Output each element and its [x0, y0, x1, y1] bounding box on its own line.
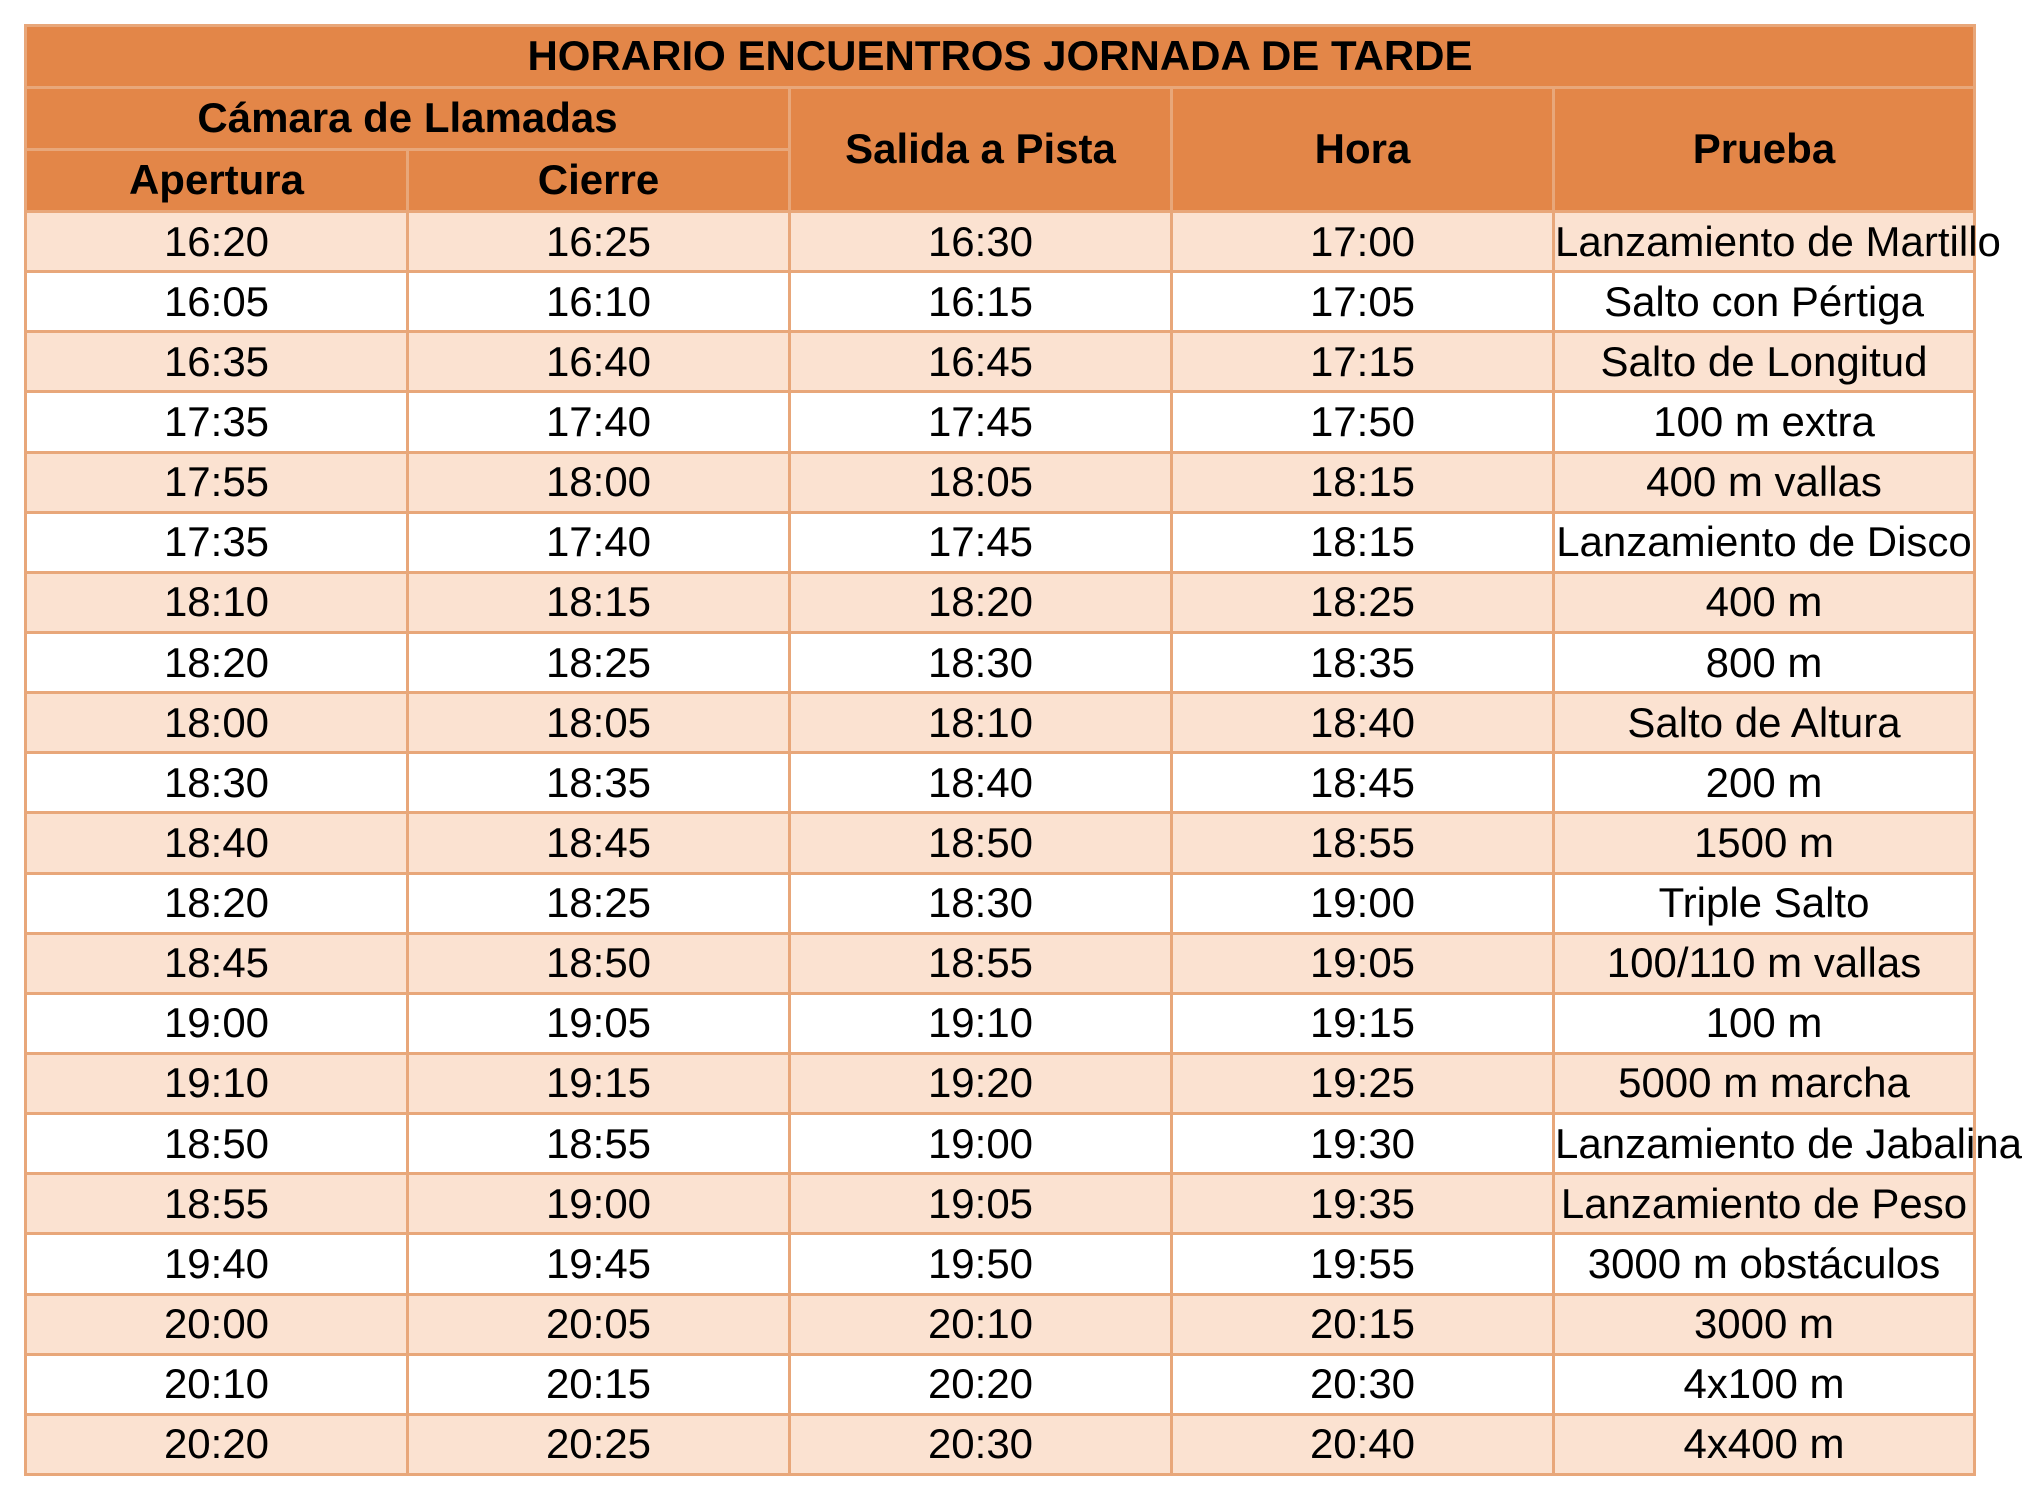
cierre-cell: 20:05 [408, 1294, 790, 1354]
hora-cell: 19:35 [1172, 1174, 1554, 1234]
hora-cell: 18:15 [1172, 452, 1554, 512]
prueba-cell: Salto de Altura [1554, 693, 1975, 753]
table-row [26, 993, 1975, 1053]
table-row [26, 1354, 1975, 1414]
header-cierre: Cierre [408, 150, 790, 212]
salida-a-pista-cell: 19:50 [790, 1234, 1172, 1294]
prueba-cell: Lanzamiento de Martillo [1554, 212, 1975, 272]
prueba-cell: Lanzamiento de Disco [1554, 512, 1975, 572]
table-row [26, 1174, 1975, 1234]
salida-a-pista-cell: 16:30 [790, 212, 1172, 272]
table-title: HORARIO ENCUENTROS JORNADA DE TARDE [26, 26, 1975, 88]
cierre-cell: 19:45 [408, 1234, 790, 1294]
prueba-cell: Lanzamiento de Jabalina [1554, 1114, 1975, 1174]
apertura-cell: 18:45 [26, 933, 408, 993]
hora-cell: 18:25 [1172, 572, 1554, 632]
header-camara-de-llamadas: Cámara de Llamadas [26, 88, 790, 150]
table-row [26, 813, 1975, 873]
prueba-cell: Salto de Longitud [1554, 332, 1975, 392]
prueba-cell: 100/110 m vallas [1554, 933, 1975, 993]
prueba-cell: Salto con Pértiga [1554, 272, 1975, 332]
apertura-cell: 18:40 [26, 813, 408, 873]
prueba-cell: 4x400 m [1554, 1414, 1975, 1474]
salida-a-pista-cell: 19:10 [790, 993, 1172, 1053]
cierre-cell: 18:25 [408, 873, 790, 933]
hora-cell: 19:25 [1172, 1053, 1554, 1113]
hora-cell: 18:35 [1172, 632, 1554, 692]
salida-a-pista-cell: 18:55 [790, 933, 1172, 993]
hora-cell: 19:05 [1172, 933, 1554, 993]
prueba-cell: 400 m vallas [1554, 452, 1975, 512]
apertura-cell: 17:55 [26, 452, 408, 512]
prueba-cell: 1500 m [1554, 813, 1975, 873]
apertura-cell: 16:20 [26, 212, 408, 272]
hora-cell: 20:30 [1172, 1354, 1554, 1414]
prueba-cell: 100 m [1554, 993, 1975, 1053]
prueba-cell: 5000 m marcha [1554, 1053, 1975, 1113]
cierre-cell: 18:50 [408, 933, 790, 993]
cierre-cell: 18:15 [408, 572, 790, 632]
apertura-cell: 19:40 [26, 1234, 408, 1294]
table-row [26, 693, 1975, 753]
cierre-cell: 18:55 [408, 1114, 790, 1174]
table-row [26, 572, 1975, 632]
salida-a-pista-cell: 19:05 [790, 1174, 1172, 1234]
hora-cell: 19:00 [1172, 873, 1554, 933]
table-header [26, 26, 1975, 212]
table-row [26, 753, 1975, 813]
cierre-cell: 19:00 [408, 1174, 790, 1234]
apertura-cell: 18:20 [26, 632, 408, 692]
apertura-cell: 18:50 [26, 1114, 408, 1174]
cierre-cell: 18:35 [408, 753, 790, 813]
apertura-cell: 18:55 [26, 1174, 408, 1234]
table-row [26, 1414, 1975, 1474]
hora-cell: 18:15 [1172, 512, 1554, 572]
hora-cell: 19:30 [1172, 1114, 1554, 1174]
prueba-cell: 400 m [1554, 572, 1975, 632]
table-row [26, 873, 1975, 933]
cierre-cell: 20:25 [408, 1414, 790, 1474]
cierre-cell: 16:25 [408, 212, 790, 272]
apertura-cell: 20:20 [26, 1414, 408, 1474]
salida-a-pista-cell: 20:20 [790, 1354, 1172, 1414]
table-row [26, 392, 1975, 452]
salida-a-pista-cell: 19:00 [790, 1114, 1172, 1174]
salida-a-pista-cell: 16:45 [790, 332, 1172, 392]
cierre-cell: 17:40 [408, 392, 790, 452]
hora-cell: 20:40 [1172, 1414, 1554, 1474]
table-row [26, 1294, 1975, 1354]
prueba-cell: 200 m [1554, 753, 1975, 813]
salida-a-pista-cell: 18:40 [790, 753, 1172, 813]
salida-a-pista-cell: 17:45 [790, 392, 1172, 452]
prueba-cell: Lanzamiento de Peso [1554, 1174, 1975, 1234]
table-row [26, 1114, 1975, 1174]
cierre-cell: 16:40 [408, 332, 790, 392]
table-row [26, 512, 1975, 572]
table-body [26, 212, 2022, 1475]
salida-a-pista-cell: 16:15 [790, 272, 1172, 332]
apertura-cell: 18:00 [26, 693, 408, 753]
table-row [26, 272, 1975, 332]
prueba-cell: 3000 m obstáculos [1554, 1234, 1975, 1294]
cierre-cell: 18:25 [408, 632, 790, 692]
hora-cell: 17:05 [1172, 272, 1554, 332]
prueba-cell: 4x100 m [1554, 1354, 1975, 1414]
apertura-cell: 16:05 [26, 272, 408, 332]
hora-cell: 17:15 [1172, 332, 1554, 392]
apertura-cell: 17:35 [26, 392, 408, 452]
table-row [26, 933, 1975, 993]
hora-cell: 19:55 [1172, 1234, 1554, 1294]
prueba-cell: 800 m [1554, 632, 1975, 692]
apertura-cell: 18:10 [26, 572, 408, 632]
prueba-cell: 100 m extra [1554, 392, 1975, 452]
cierre-cell: 19:05 [408, 993, 790, 1053]
hora-cell: 20:15 [1172, 1294, 1554, 1354]
apertura-cell: 19:00 [26, 993, 408, 1053]
apertura-cell: 18:30 [26, 753, 408, 813]
hora-cell: 18:40 [1172, 693, 1554, 753]
table-row [26, 452, 1975, 512]
cierre-cell: 19:15 [408, 1053, 790, 1113]
salida-a-pista-cell: 18:30 [790, 632, 1172, 692]
apertura-cell: 17:35 [26, 512, 408, 572]
header-row-1 [26, 88, 1975, 150]
header-hora: Hora [1172, 88, 1554, 212]
hora-cell: 18:55 [1172, 813, 1554, 873]
apertura-cell: 19:10 [26, 1053, 408, 1113]
table-row [26, 212, 1975, 272]
apertura-cell: 16:35 [26, 332, 408, 392]
header-apertura: Apertura [26, 150, 408, 212]
table-row [26, 1053, 1975, 1113]
header-salida-a-pista: Salida a Pista [790, 88, 1172, 212]
apertura-cell: 18:20 [26, 873, 408, 933]
cierre-cell: 18:05 [408, 693, 790, 753]
prueba-cell: 3000 m [1554, 1294, 1975, 1354]
cierre-cell: 18:45 [408, 813, 790, 873]
hora-cell: 19:15 [1172, 993, 1554, 1053]
salida-a-pista-cell: 18:30 [790, 873, 1172, 933]
salida-a-pista-cell: 18:20 [790, 572, 1172, 632]
title-row [26, 26, 1975, 88]
table-row [26, 1234, 1975, 1294]
cierre-cell: 18:00 [408, 452, 790, 512]
hora-cell: 17:50 [1172, 392, 1554, 452]
salida-a-pista-cell: 20:30 [790, 1414, 1172, 1474]
cierre-cell: 16:10 [408, 272, 790, 332]
hora-cell: 18:45 [1172, 753, 1554, 813]
cierre-cell: 17:40 [408, 512, 790, 572]
salida-a-pista-cell: 18:05 [790, 452, 1172, 512]
table-row [26, 632, 1975, 692]
salida-a-pista-cell: 19:20 [790, 1053, 1172, 1113]
table-row [26, 332, 1975, 392]
salida-a-pista-cell: 18:10 [790, 693, 1172, 753]
salida-a-pista-cell: 18:50 [790, 813, 1172, 873]
apertura-cell: 20:10 [26, 1354, 408, 1414]
cierre-cell: 20:15 [408, 1354, 790, 1414]
salida-a-pista-cell: 17:45 [790, 512, 1172, 572]
prueba-cell: Triple Salto [1554, 873, 1975, 933]
salida-a-pista-cell: 20:10 [790, 1294, 1172, 1354]
schedule-table [24, 24, 2022, 1476]
apertura-cell: 20:00 [26, 1294, 408, 1354]
hora-cell: 17:00 [1172, 212, 1554, 272]
header-prueba: Prueba [1554, 88, 1975, 212]
